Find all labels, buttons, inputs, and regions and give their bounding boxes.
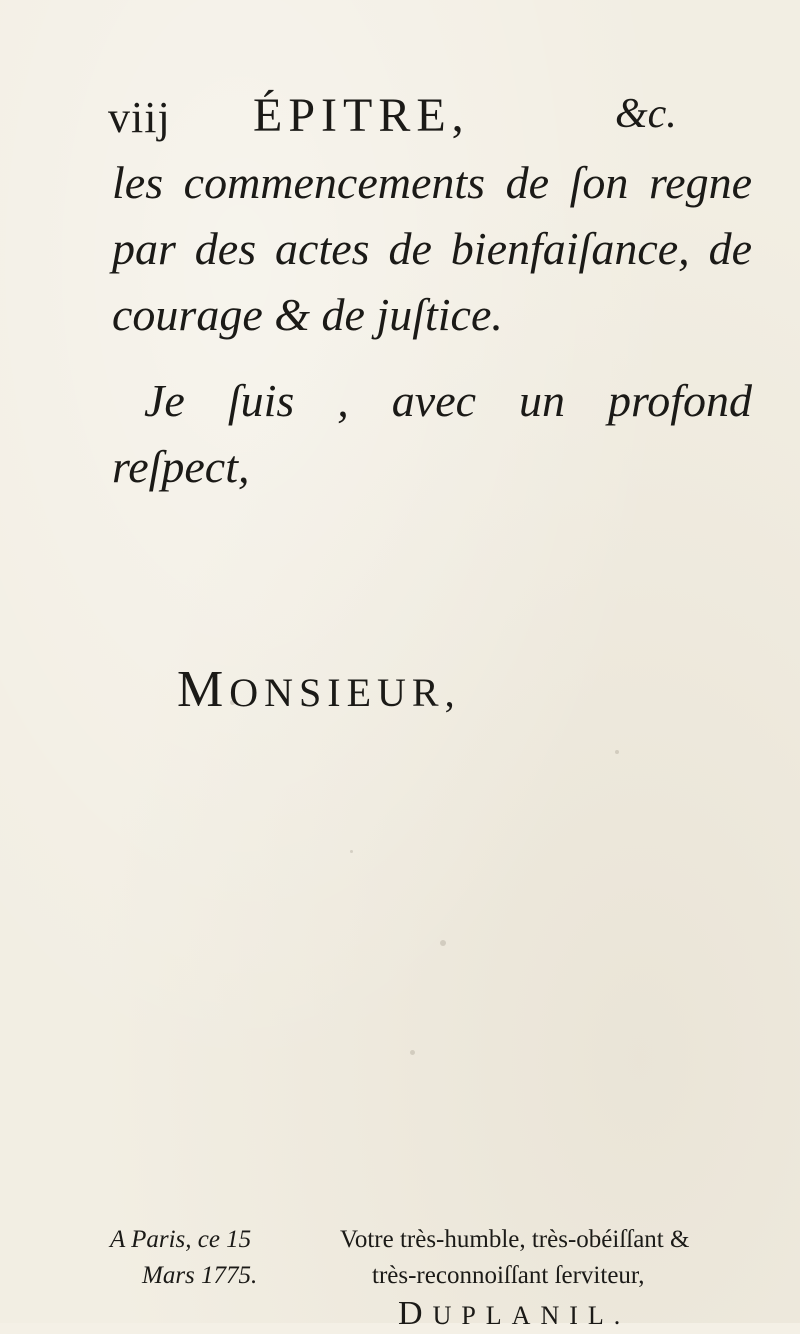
salutation (177, 660, 461, 719)
dateline-line-1: A Paris, ce 15 (110, 1226, 252, 1253)
dateline (110, 1222, 310, 1294)
body-line-2: par des actes de bienfaiſance, de (112, 223, 752, 274)
running-header (108, 88, 728, 148)
dateline-line-2: Mars 1775. (142, 1262, 258, 1289)
running-title: ÉPITRE, (253, 89, 470, 142)
body-text (112, 150, 752, 500)
page-number: viij (108, 93, 171, 142)
signature-initial: D (398, 1295, 433, 1332)
closing-formula-line-2: reſpect, (112, 441, 250, 492)
paper-speck (615, 750, 619, 754)
paper-speck (350, 850, 353, 853)
closing-line-1: Votre très-humble, très-obéiſſant & (340, 1226, 690, 1253)
paper-speck (410, 1050, 415, 1055)
closing-line-2: très-reconnoiſſant ſerviteur, (372, 1262, 645, 1289)
body-line-1: les commencements de ſon regne (112, 157, 752, 208)
closing-signature-block (340, 1222, 770, 1334)
running-title-etc: &c. (615, 91, 677, 137)
body-line-3: courage & de juſtice. (112, 289, 503, 340)
signature-rest: UPLANIL. (432, 1301, 631, 1330)
salutation-initial: M (177, 661, 230, 718)
signature (340, 1296, 770, 1334)
salutation-rest: ONSIEUR, (229, 670, 461, 715)
closing-formula-line-1: Je ſuis , avec un profond (144, 375, 752, 426)
paper-speck (440, 940, 446, 946)
paragraph-gap (112, 348, 752, 368)
